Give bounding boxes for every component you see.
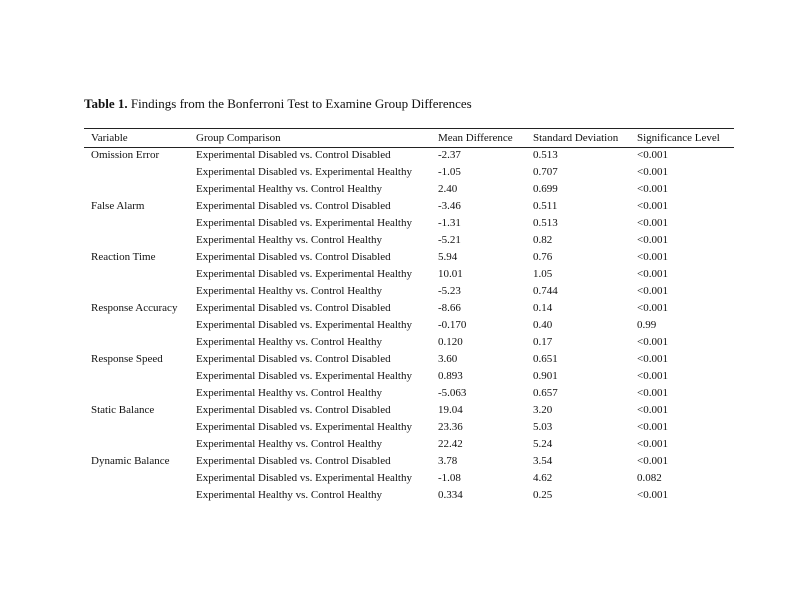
cell-mean-difference: -0.170 (438, 319, 467, 331)
cell-variable: Dynamic Balance (91, 455, 170, 467)
cell-mean-difference: 5.94 (438, 251, 458, 263)
cell-group-comparison: Experimental Disabled vs. Experimental Healthy (196, 166, 412, 178)
table-row (84, 283, 734, 300)
cell-standard-deviation: 5.03 (533, 421, 553, 433)
cell-standard-deviation: 0.744 (533, 285, 558, 297)
cell-significance-level: <0.001 (637, 421, 668, 433)
header-group-comparison: Group Comparison (196, 132, 281, 144)
cell-mean-difference: 10.01 (438, 268, 463, 280)
cell-standard-deviation: 0.707 (533, 166, 558, 178)
table-row (84, 419, 734, 436)
cell-mean-difference: -5.063 (438, 387, 467, 399)
results-table (84, 130, 734, 504)
table-row (84, 334, 734, 351)
table-row (84, 453, 734, 470)
cell-variable (84, 164, 196, 181)
cell-significance-level: <0.001 (637, 302, 668, 314)
table-row (84, 402, 734, 419)
cell-significance-level: <0.001 (637, 149, 668, 161)
cell-group-comparison: Experimental Disabled vs. Control Disabled (196, 404, 391, 416)
cell-group-comparison: Experimental Healthy vs. Control Healthy (196, 438, 383, 450)
table-header (84, 130, 734, 147)
table-row (84, 249, 734, 266)
cell-variable (84, 266, 196, 283)
cell-variable (84, 470, 196, 487)
cell-significance-level: <0.001 (637, 234, 668, 246)
cell-significance-level: <0.001 (637, 489, 668, 501)
cell-variable (84, 181, 196, 198)
cell-significance-level: <0.001 (637, 455, 668, 467)
table-row (84, 181, 734, 198)
cell-standard-deviation: 0.657 (533, 387, 558, 399)
table-row (84, 385, 734, 402)
cell-standard-deviation: 0.651 (533, 353, 558, 365)
cell-standard-deviation: 0.76 (533, 251, 553, 263)
cell-significance-level: <0.001 (637, 200, 668, 212)
cell-variable (84, 334, 196, 351)
cell-mean-difference: -1.31 (438, 217, 461, 229)
cell-standard-deviation: 0.511 (533, 200, 558, 212)
cell-variable: Response Speed (91, 353, 163, 365)
cell-significance-level: <0.001 (637, 387, 668, 399)
cell-standard-deviation: 0.513 (533, 149, 558, 161)
table-caption (84, 96, 472, 112)
cell-group-comparison: Experimental Disabled vs. Control Disabled (196, 149, 391, 161)
cell-mean-difference: 0.334 (438, 489, 463, 501)
caption-label: Table 1. (84, 96, 128, 111)
header-row (84, 130, 734, 147)
cell-mean-difference: 0.120 (438, 336, 463, 348)
cell-significance-level: <0.001 (637, 251, 668, 263)
cell-group-comparison: Experimental Healthy vs. Control Healthy (196, 285, 383, 297)
cell-standard-deviation: 0.82 (533, 234, 553, 246)
cell-group-comparison: Experimental Disabled vs. Experimental Healthy (196, 217, 412, 229)
cell-variable: Reaction Time (91, 251, 156, 263)
header-standard-deviation: Standard Deviation (533, 132, 619, 144)
cell-group-comparison: Experimental Disabled vs. Experimental Healthy (196, 370, 412, 382)
cell-group-comparison: Experimental Disabled vs. Experimental Healthy (196, 319, 412, 331)
table-row (84, 487, 734, 504)
cell-group-comparison: Experimental Disabled vs. Experimental Healthy (196, 472, 412, 484)
cell-group-comparison: Experimental Healthy vs. Control Healthy (196, 489, 383, 501)
cell-standard-deviation: 0.14 (533, 302, 553, 314)
cell-variable (84, 436, 196, 453)
cell-standard-deviation: 4.62 (533, 472, 553, 484)
cell-group-comparison: Experimental Disabled vs. Experimental Healthy (196, 421, 412, 433)
cell-significance-level: <0.001 (637, 404, 668, 416)
table-row (84, 300, 734, 317)
cell-group-comparison: Experimental Disabled vs. Control Disabled (196, 200, 391, 212)
cell-mean-difference: 0.893 (438, 370, 463, 382)
table-row (84, 436, 734, 453)
cell-significance-level: <0.001 (637, 353, 668, 365)
table-row (84, 164, 734, 181)
cell-group-comparison: Experimental Healthy vs. Control Healthy (196, 183, 383, 195)
cell-mean-difference: 23.36 (438, 421, 463, 433)
cell-mean-difference: 2.40 (438, 183, 458, 195)
header-mean-difference: Mean Difference (438, 132, 513, 144)
cell-significance-level: <0.001 (637, 370, 668, 382)
cell-significance-level: <0.001 (637, 183, 668, 195)
cell-group-comparison: Experimental Healthy vs. Control Healthy (196, 336, 383, 348)
cell-significance-level: <0.001 (637, 438, 668, 450)
cell-variable (84, 215, 196, 232)
caption-text: Findings from the Bonferroni Test to Examine Group Differences (127, 96, 472, 111)
cell-group-comparison: Experimental Healthy vs. Control Healthy (196, 387, 383, 399)
cell-standard-deviation: 3.54 (533, 455, 553, 467)
cell-standard-deviation: 0.699 (533, 183, 558, 195)
cell-standard-deviation: 1.05 (533, 268, 553, 280)
table-row (84, 198, 734, 215)
cell-variable (84, 419, 196, 436)
table-row (84, 317, 734, 334)
cell-mean-difference: -1.05 (438, 166, 461, 178)
cell-variable (84, 317, 196, 334)
cell-mean-difference: -8.66 (438, 302, 461, 314)
cell-significance-level: <0.001 (637, 268, 668, 280)
cell-variable: Static Balance (91, 404, 155, 416)
cell-group-comparison: Experimental Disabled vs. Experimental Healthy (196, 268, 412, 280)
cell-mean-difference: 22.42 (438, 438, 463, 450)
cell-significance-level: <0.001 (637, 217, 668, 229)
cell-variable: False Alarm (91, 200, 145, 212)
cell-standard-deviation: 0.901 (533, 370, 558, 382)
table-row (84, 470, 734, 487)
cell-variable: Response Accuracy (91, 302, 178, 314)
cell-significance-level: 0.082 (637, 472, 662, 484)
cell-significance-level: <0.001 (637, 166, 668, 178)
table-row (84, 215, 734, 232)
cell-standard-deviation: 0.17 (533, 336, 553, 348)
cell-mean-difference: 19.04 (438, 404, 463, 416)
cell-group-comparison: Experimental Disabled vs. Control Disabled (196, 455, 391, 467)
table-row (84, 232, 734, 249)
top-rule (84, 128, 734, 129)
cell-group-comparison: Experimental Disabled vs. Control Disabled (196, 302, 391, 314)
cell-standard-deviation: 5.24 (533, 438, 553, 450)
cell-significance-level: 0.99 (637, 319, 657, 331)
cell-standard-deviation: 0.513 (533, 217, 558, 229)
cell-variable (84, 232, 196, 249)
cell-group-comparison: Experimental Disabled vs. Control Disabled (196, 251, 391, 263)
cell-variable: Omission Error (91, 149, 160, 161)
cell-standard-deviation: 3.20 (533, 404, 553, 416)
header-significance-level: Significance Level (637, 132, 720, 144)
cell-variable (84, 487, 196, 504)
cell-group-comparison: Experimental Disabled vs. Control Disabled (196, 353, 391, 365)
table-body (84, 147, 734, 504)
table-row (84, 147, 734, 164)
cell-significance-level: <0.001 (637, 336, 668, 348)
header-variable: Variable (91, 132, 128, 144)
header-rule (84, 147, 734, 148)
table-row (84, 351, 734, 368)
table-row (84, 266, 734, 283)
cell-mean-difference: 3.60 (438, 353, 458, 365)
cell-group-comparison: Experimental Healthy vs. Control Healthy (196, 234, 383, 246)
cell-mean-difference: -5.23 (438, 285, 461, 297)
cell-mean-difference: -5.21 (438, 234, 461, 246)
cell-standard-deviation: 0.25 (533, 489, 553, 501)
cell-standard-deviation: 0.40 (533, 319, 553, 331)
cell-variable (84, 368, 196, 385)
cell-mean-difference: -3.46 (438, 200, 461, 212)
cell-mean-difference: -2.37 (438, 149, 461, 161)
cell-mean-difference: 3.78 (438, 455, 458, 467)
cell-significance-level: <0.001 (637, 285, 668, 297)
cell-variable (84, 385, 196, 402)
cell-variable (84, 283, 196, 300)
table-row (84, 368, 734, 385)
cell-mean-difference: -1.08 (438, 472, 461, 484)
